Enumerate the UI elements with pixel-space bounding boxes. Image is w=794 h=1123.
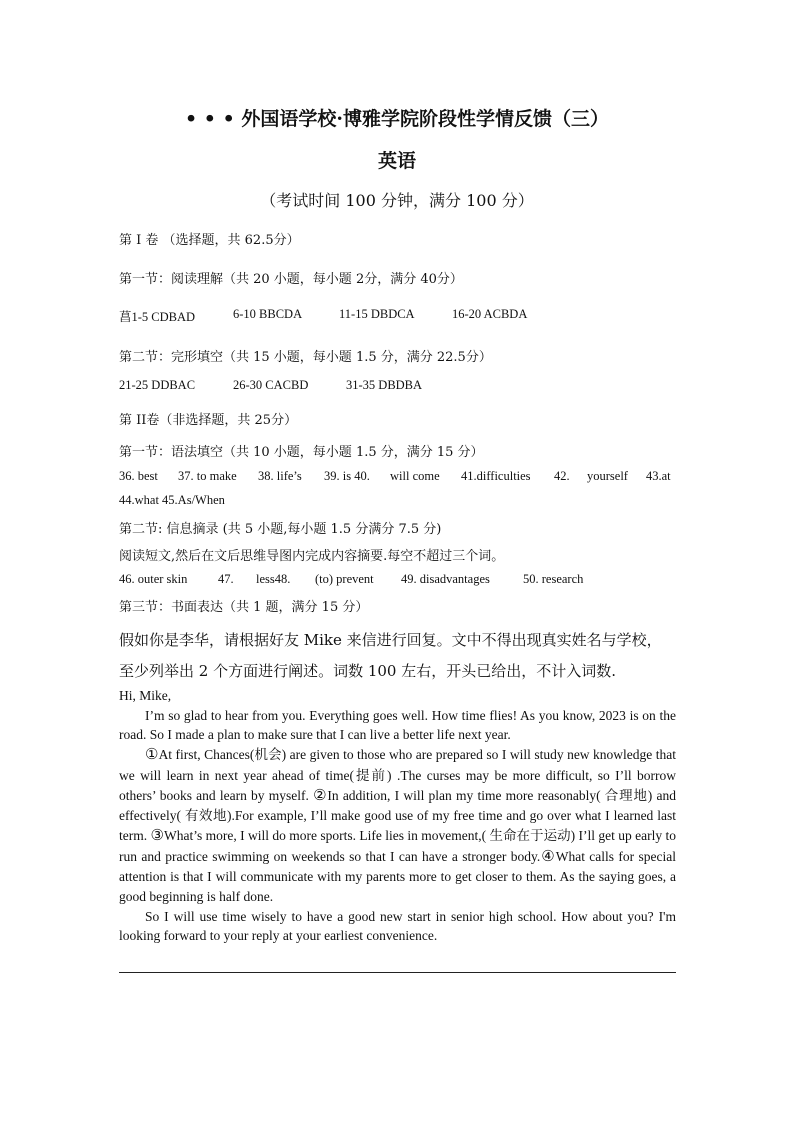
info-answer-47: 47. — [218, 572, 234, 586]
writing-section-heading: 第三节：书面表达（共 1 题，满分 15 分） — [119, 600, 369, 615]
reading-answers-6-10: 6-10 BBCDA — [233, 307, 303, 321]
reading-answers-1-5: 菖1-5 CDBAD — [119, 310, 196, 324]
grammar-answer-37: 37. to make — [178, 469, 237, 483]
cloze-answers-31-35: 31-35 DBDBA — [346, 378, 423, 392]
circled-number-1: ① — [145, 747, 159, 764]
grammar-answer-42: 42. — [554, 469, 570, 483]
subject-title: 英语 — [377, 150, 416, 172]
info-answer-49: 49. disadvantages — [401, 572, 490, 586]
essay-paragraph-2 — [119, 745, 676, 907]
part2-heading: 第 II卷（非选择题，共 25分） — [119, 413, 298, 428]
info-section-instruction: 阅读短文,然后在文后思维导图内完成内容摘要.每空不超过三个词。 — [119, 549, 505, 564]
essay-point-1: At first, Chances(机会) are given to those who are prepared so I will study new knowledge that we will learn in next year ahead of time(提前) .The curses may be more difficult, so I’ll borrow others’ books and learn by myself. — [119, 747, 676, 803]
circled-number-4: ④ — [540, 848, 556, 865]
essay-point-4: What calls for special attention is that I will communicate with my parents more to get closer to them. As the saying goes, a good beginning is half done. — [119, 848, 676, 905]
grammar-section-heading: 第一节：语法填空（共 10 小题，每小题 1.5 分，满分 15 分） — [119, 445, 484, 460]
essay-point-2: In addition, I will plan my time more reasonably( 合理地) and effectively( 有效地).For example, I’ll make good use of my free time and go over what I learned last term. — [119, 787, 676, 843]
grammar-answer-43: 43.at — [646, 469, 671, 483]
writing-prompt-line1: 假如你是李华，请根据好友 Mike 来信进行回复。文中不得出现真实姓名与学校， — [119, 631, 662, 649]
cloze-section-heading: 第二节：完形填空（共 15 小题，每小题 1.5 分，满分 22.5分） — [119, 350, 492, 365]
grammar-answer-41: 41.difficulties — [461, 469, 531, 483]
reading-answers-16-20: 16-20 ACBDA — [452, 307, 528, 321]
cloze-answers-26-30: 26-30 CACBD — [233, 378, 309, 392]
grammar-answer-38: 38. life’s — [258, 469, 302, 483]
reading-answers-11-15: 11-15 DBDCA — [339, 307, 415, 321]
grammar-answer-40-value: will come — [390, 469, 440, 483]
circled-number-2: ② — [313, 787, 328, 804]
info-answer-48-value: (to) prevent — [315, 572, 374, 586]
essay-point-3: What’s more, I will do more sports. Life lies in movement,( 生命在于运动) I’ll get up early to run and practice swimming on weekends so that I can have a stronger body. — [119, 827, 676, 864]
exam-info: （考试时间 100 分钟，满分 100 分） — [260, 191, 534, 210]
circled-number-3: ③ — [150, 827, 164, 844]
grammar-answer-36: 36. best — [119, 469, 158, 483]
info-answer-50: 50. research — [523, 572, 584, 586]
reading-section-heading: 第一节：阅读理解（共 20 小题，每小题 2分，满分 40分） — [119, 272, 463, 287]
grammar-answers-44-45: 44.what 45.As/When — [119, 493, 225, 507]
info-answer-47-48: less48. — [256, 572, 291, 586]
grammar-answer-39-40: 39. is 40. — [324, 469, 370, 483]
sample-essay — [119, 686, 676, 946]
essay-paragraph-1: I’m so glad to hear from you. Everything goes well. How time flies! As you know, 2023 is on the road. So I made a plan to make sure that I can live a better life next year. — [119, 707, 676, 743]
writing-prompt-line2: 至少列举出 2 个方面进行阐述。词数 100 左右，开头已给出，不计入词数. — [119, 662, 617, 680]
document-title: • • • 外国语学校·博雅学院阶段性学情反馈（三） — [185, 108, 609, 130]
cloze-answers-21-25: 21-25 DDBAC — [119, 378, 196, 392]
part1-heading: 第 I 卷 （选择题，共 62.5分） — [119, 233, 300, 248]
essay-paragraph-3: So I will use time wisely to have a good new start in senior high school. How about you? I'm looking forward to your reply at your earliest convenience. — [119, 908, 676, 944]
essay-bottom-rule — [119, 972, 676, 973]
info-section-heading: 第二节: 信息摘录 (共 5 小题,每小题 1.5 分满分 7.5 分) — [119, 522, 442, 537]
essay-greeting: Hi, Mike, — [119, 688, 172, 703]
info-answer-46: 46. outer skin — [119, 572, 188, 586]
grammar-answer-42-value: yourself — [587, 469, 628, 483]
